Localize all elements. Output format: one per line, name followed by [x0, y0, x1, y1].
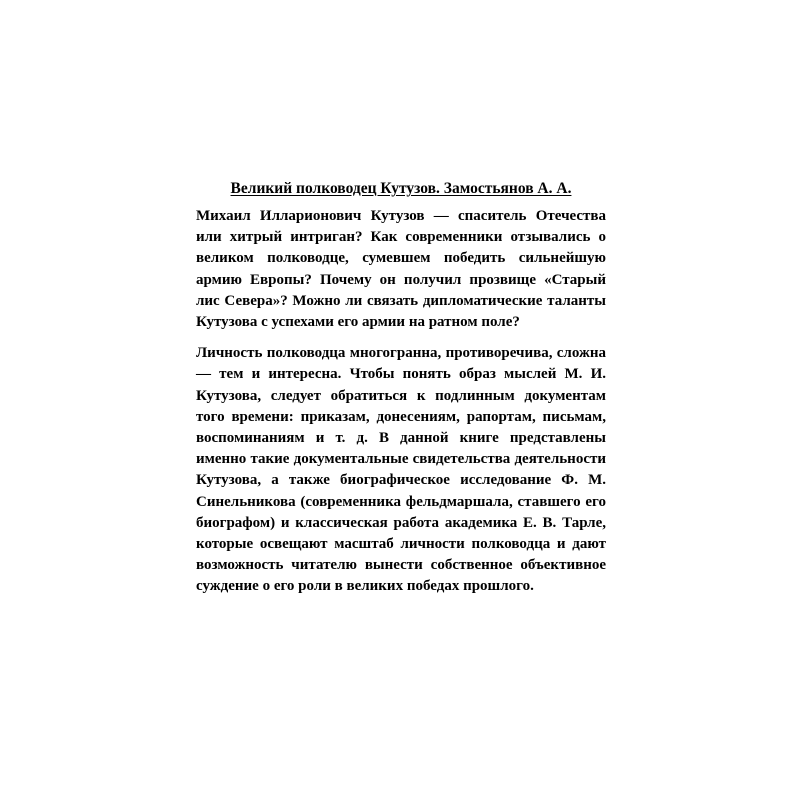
document-page — [196, 178, 606, 608]
paragraph-description: Личность полководца многогранна, противоречива, сложна — тем и интересна. Чтобы понять образ мыслей М. И. Кутузова, следует обратиться к подлинным документам того времени: приказам, донесениям, рапортам, письмам, воспоминаниям и т. д. В данной книге представлены именно такие документальные свидетельства деятельности Кутузова, а также биографическое исследование Ф. М. Синельникова (современника фельдмаршала, ставшего его биографом) и классическая работа академика Е. В. Тарле, которые освещают масштаб личности полководца и дают возможность читателю вынести собственное объективное суждение о его роли в великих победах прошлого. — [196, 345, 606, 595]
document-title: Великий полководец Кутузов. Замостьянов А. А. — [230, 180, 572, 197]
paragraph-intro: Михаил Илларионович Кутузов — спаситель Отечества или хитрый интриган? Как современники отзывались о великом полководце, сумевшем победить сильнейшую армию Европы? Почему он получил прозвище «Старый лис Севера»? Можно ли связать дипломатические таланты Кутузова с успехами его армии на ратном поле? — [196, 208, 606, 331]
